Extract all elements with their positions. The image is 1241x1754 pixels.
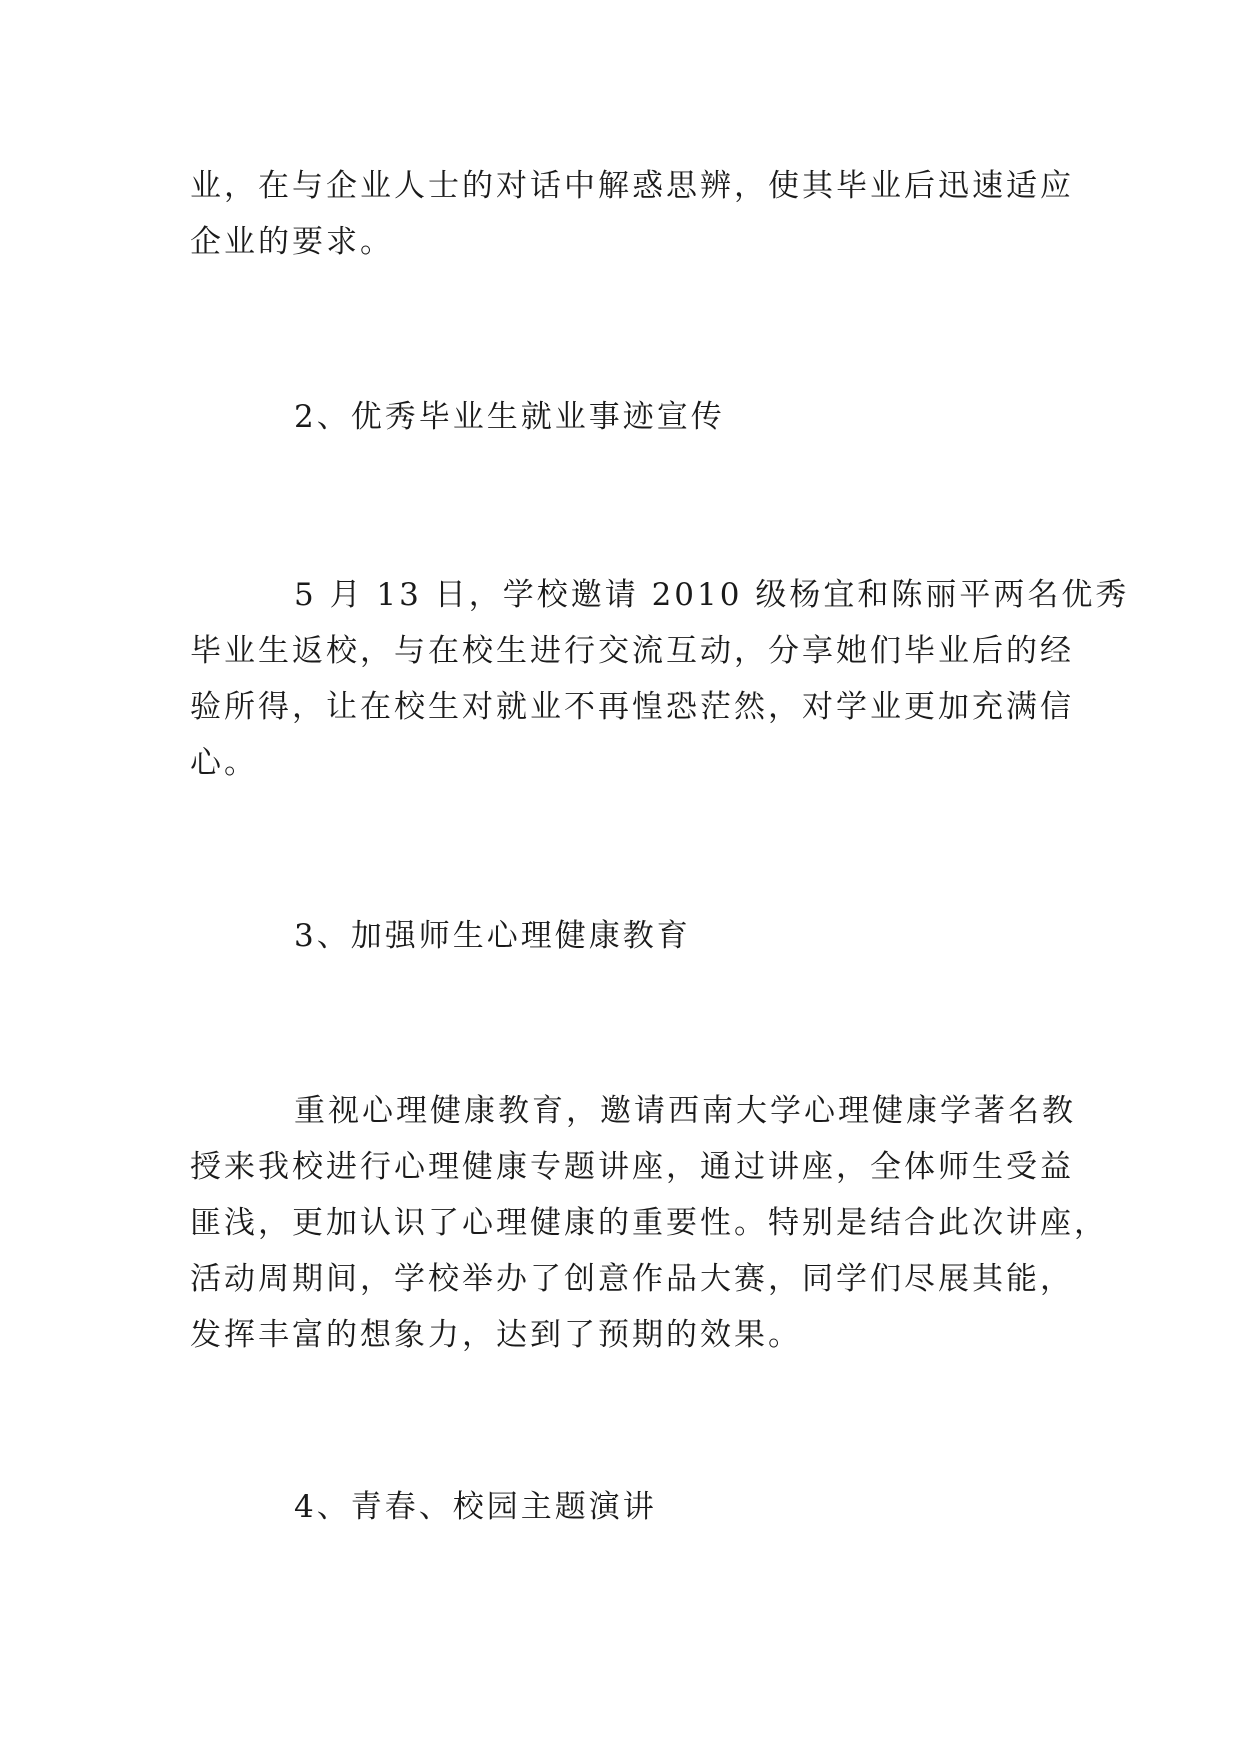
section-heading-3: 3、加强师生心理健康教育 — [294, 918, 691, 954]
paragraph-psychology — [190, 1083, 1108, 1363]
paragraph-line: 发挥丰富的想象力，达到了预期的效果。 — [190, 1317, 802, 1353]
paragraph-line: 企业的要求。 — [190, 224, 394, 260]
paragraph-line: 5 月 13 日，学校邀请 2010 级杨宜和陈丽平两名优秀 — [294, 577, 1130, 613]
paragraph-line: 授来我校进行心理健康专题讲座，通过讲座，全体师生受益 — [190, 1149, 1074, 1185]
paragraph-line: 重视心理健康教育，邀请西南大学心理健康学著名教 — [294, 1093, 1076, 1129]
paragraph-line: 匪浅，更加认识了心理健康的重要性。特别是结合此次讲座， — [190, 1205, 1108, 1241]
paragraph-line: 业，在与企业人士的对话中解惑思辨，使其毕业后迅速适应 — [190, 168, 1074, 204]
paragraph-line: 活动周期间，学校举办了创意作品大赛，同学们尽展其能， — [190, 1261, 1074, 1297]
paragraph-line: 毕业生返校，与在校生进行交流互动，分享她们毕业后的经 — [190, 633, 1074, 669]
section-heading-2: 2、优秀毕业生就业事迹宣传 — [294, 399, 725, 435]
paragraph-line: 验所得，让在校生对就业不再惶恐茫然，对学业更加充满信 — [190, 689, 1074, 725]
paragraph-line: 心。 — [190, 745, 258, 781]
paragraph-continuation — [190, 158, 1074, 270]
paragraph-graduates — [190, 567, 1130, 791]
section-heading-4: 4、青春、校园主题演讲 — [294, 1489, 657, 1525]
